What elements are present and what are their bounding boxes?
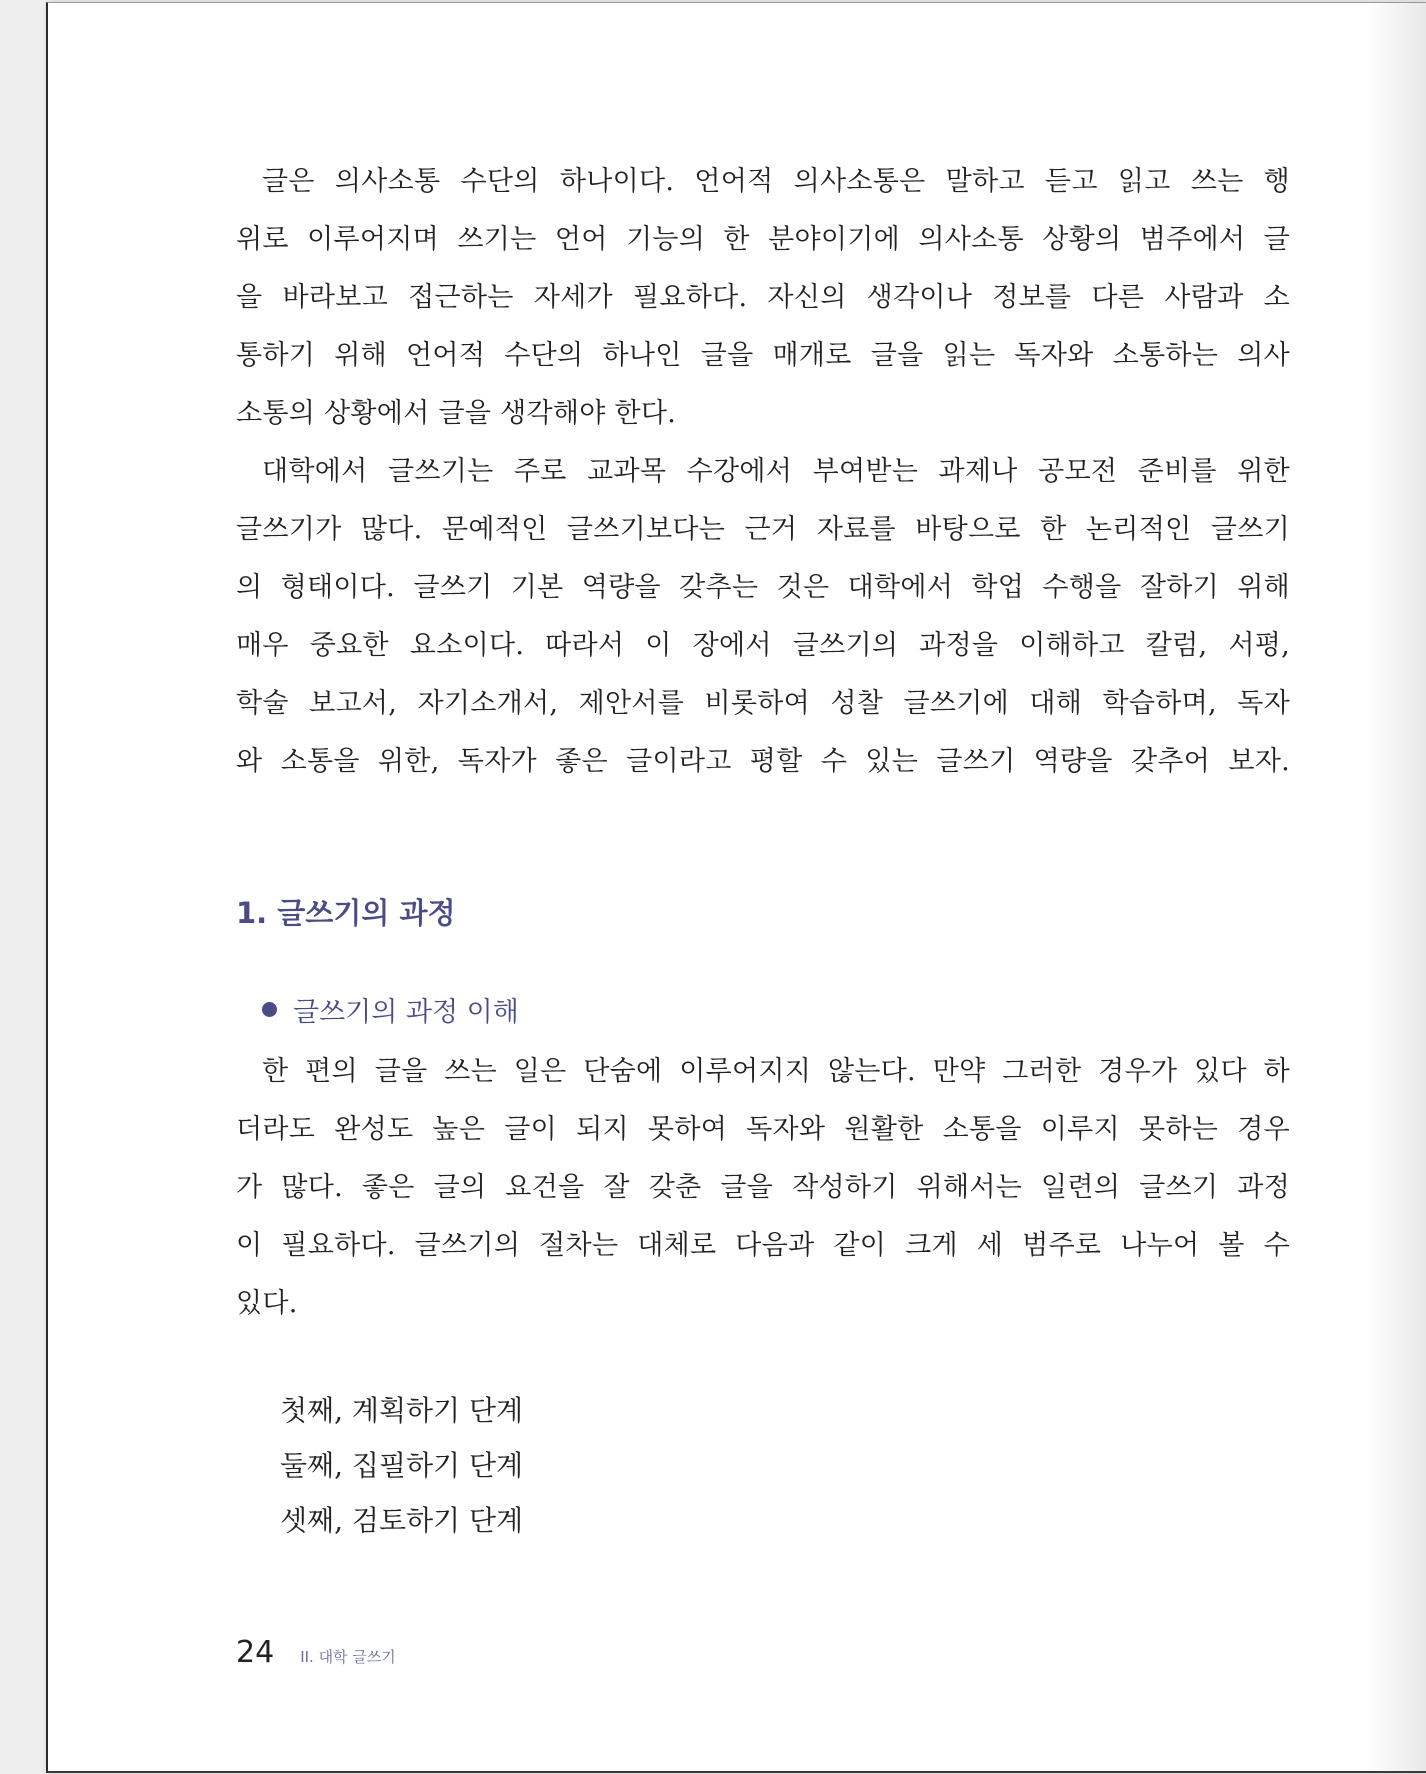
paragraph-1-line: 위로 이루어지며 쓰기는 언어 기능의 한 분야이기에 의사소통 상황의 범주에서 글 <box>236 224 1290 255</box>
section-paragraph-line: 한 편의 글을 쓰는 일은 단숨에 이루어지지 않는다. 만약 그러한 경우가 있다 하 <box>262 1056 1290 1087</box>
step-item-write: 둘째, 집필하기 단계 <box>280 1449 524 1482</box>
paragraph-1-line: 글은 의사소통 수단의 하나이다. 언어적 의사소통은 말하고 듣고 읽고 쓰는 행 <box>262 166 1290 197</box>
section-paragraph-line: 가 많다. 좋은 글의 요건을 잘 갖춘 글을 작성하기 위해서는 일련의 글쓰기 과정 <box>236 1172 1290 1203</box>
paragraph-2-line: 학술 보고서, 자기소개서, 제안서를 비롯하여 성찰 글쓰기에 대해 학습하며, 독자 <box>236 688 1290 719</box>
section-paragraph-line: 더라도 완성도 높은 글이 되지 못하여 독자와 원활한 소통을 이루지 못하는 경우 <box>236 1114 1290 1145</box>
book-page <box>46 2 1426 1773</box>
step-item-plan: 첫째, 계획하기 단계 <box>280 1394 524 1427</box>
paragraph-2-line: 글쓰기가 많다. 문예적인 글쓰기보다는 근거 자료를 바탕으로 한 논리적인 글쓰기 <box>236 514 1290 545</box>
section-paragraph-line: 있다. <box>236 1288 298 1319</box>
paragraph-2-line: 대학에서 글쓰기는 주로 교과목 수강에서 부여받는 과제나 공모전 준비를 위한 <box>262 456 1290 487</box>
page-gutter-shadow <box>1366 3 1426 1771</box>
paragraph-1-line: 소통의 상황에서 글을 생각해야 한다. <box>236 398 677 429</box>
section-title: 1. 글쓰기의 과정 <box>236 896 456 930</box>
bullet-icon <box>262 1002 277 1017</box>
paragraph-2-line: 매우 중요한 요소이다. 따라서 이 장에서 글쓰기의 과정을 이해하고 칼럼, 서평, <box>236 630 1290 661</box>
paragraph-2-line: 의 형태이다. 글쓰기 기본 역량을 갖추는 것은 대학에서 학업 수행을 잘하기 위해 <box>236 572 1290 603</box>
page-footer <box>236 1635 396 1670</box>
paragraph-1-line: 통하기 위해 언어적 수단의 하나인 글을 매개로 글을 읽는 독자와 소통하는 의사 <box>236 340 1290 371</box>
subheading <box>262 989 519 1029</box>
subheading-text: 글쓰기의 과정 이해 <box>293 996 519 1028</box>
step-item-review: 셋째, 검토하기 단계 <box>280 1504 524 1537</box>
paragraph-1-line: 을 바라보고 접근하는 자세가 필요하다. 자신의 생각이나 정보를 다른 사람과 소 <box>236 282 1290 313</box>
page-number: 24 <box>236 1635 275 1670</box>
running-head: II. 대학 글쓰기 <box>300 1648 396 1666</box>
paragraph-2-line: 와 소통을 위한, 독자가 좋은 글이라고 평할 수 있는 글쓰기 역량을 갖추어 보자. <box>236 746 1290 777</box>
section-paragraph-line: 이 필요하다. 글쓰기의 절차는 대체로 다음과 같이 크게 세 범주로 나누어 볼 수 <box>236 1230 1290 1261</box>
